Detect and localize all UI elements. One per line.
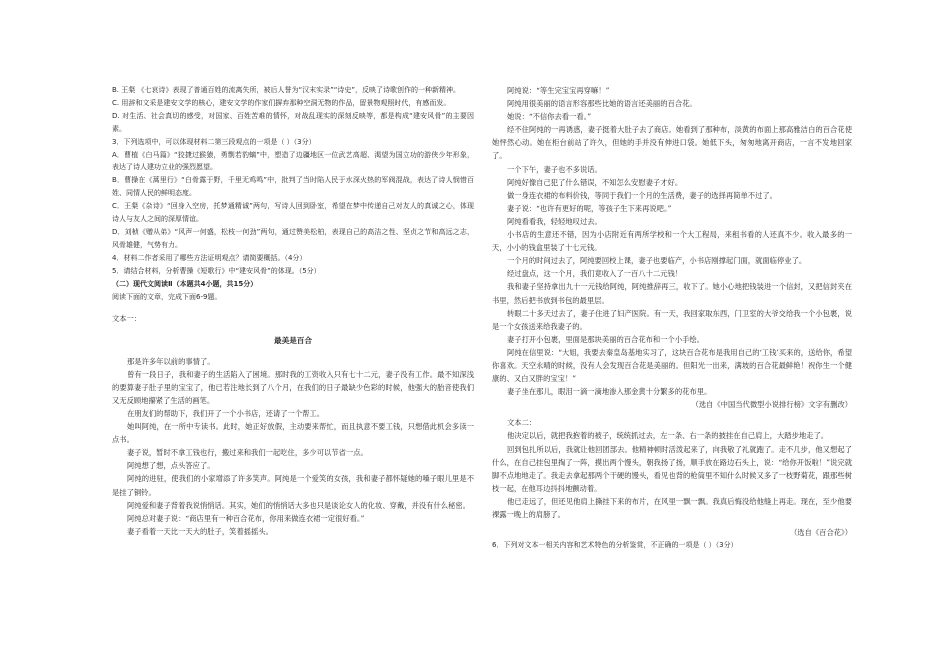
story-paragraph: 一个下午，妻子也不多说话。 xyxy=(507,164,602,174)
section-heading: （二）现代文阅读Ⅱ（本题共4小题，共15分） xyxy=(112,279,258,288)
story-paragraph: 在朋友们的帮助下，我们开了一个小书店，还请了一个帮工。 xyxy=(127,408,325,418)
story-paragraph: 阿纯用很美丽的语言形容那些比她的语言还美丽的百合花。 xyxy=(507,99,697,109)
q5: 5．请结合材料，分析曹操《短歌行》中“建安风骨”的体现。（5分） xyxy=(112,266,321,275)
story-paragraph: 阿纯看看我，轻轻地叹过去。 xyxy=(507,216,602,226)
q3-option-a: A．曹植《白马篇》“狡捷过猴猿，勇剽若豹螭”中，塑造了边疆地区一位武艺高超、渴望为国立功的游侠少年形象，表达了诗人建功立业的强烈愿望。 xyxy=(112,150,474,172)
story-paragraph: 妻子坐在那儿，眼泪一滴一滴地渗入那金黄十分繁多的花布里。 xyxy=(507,387,712,397)
story-paragraph: 阿纯的进驻，使我们的小家增添了许多笑声。阿纯是一个爱笑的女孩，我和妻子都怀疑她的嗓子眼儿里是不是挂了铜铃。 xyxy=(112,474,474,497)
section-instruction: 阅读下面的文章，完成下面6-9题。 xyxy=(112,292,222,301)
story-paragraph: 妻子说：“也许有更好的呢，等孩子生下来再说吧。” xyxy=(507,203,672,213)
q2-option-d: D. 对生活、社会真切的感受，对国家、百姓苦难的情怀，对战乱现实的深刻反映等，都是构成“建安风骨”的主要因素。 xyxy=(112,111,474,133)
story-paragraph: 阿纯想了想，点头答应了。 xyxy=(127,461,215,471)
text1-label: 文本一： xyxy=(112,314,142,324)
q3-option-c: C．王粲《杂诗》“回身入空房，托梦通精诚”两句，写诗人回到卧室，希望在梦中传递自己对友人的真诚之心，体现诗人与友人之间的深厚情谊。 xyxy=(112,202,474,224)
story-paragraph: 她说：“不信你去看一看。” xyxy=(507,112,592,122)
story-paragraph: 经过盘点，这一个月，我们竟收入了一百八十二元钱！ xyxy=(507,269,683,279)
source-citation-1: （选自《中国当代微型小说排行榜》文字有删改） xyxy=(691,400,852,410)
right-column xyxy=(492,84,852,552)
story-paragraph: 阿纯爱和妻子背着我说悄悄话。其实，她们的悄悄话大多也只是谈论女人的化妆、穿戴，并没有什么秘密。 xyxy=(127,500,470,510)
story-paragraph: 妻子看着一天比一天大的肚子，笑着摇摇头。 xyxy=(127,526,273,536)
text2-label: 文本二： xyxy=(507,418,537,428)
story-paragraph: 一个月的时间过去了，阿纯要回校上课，妻子也要临产，小书店刚撑起门面，就面临停业了。 xyxy=(507,256,807,266)
q2-options xyxy=(112,84,474,136)
story-paragraph: 阿纯好像自己犯了什么错误，不知怎么安慰妻子才好。 xyxy=(507,177,683,187)
story-body xyxy=(112,355,474,538)
story-paragraph: 曾有一段日子，我和妻子的生活陷入了困境。那时我的工资收入只有七十二元，妻子没有工作。最不知深浅的要算妻子肚子里的宝宝了，他已若注地长到了八个月，在我们的日子最缺少色彩的时候，他强大的胎音使我们又无反顾地攥紧了生活的画笔。 xyxy=(112,369,474,405)
text2-body xyxy=(492,429,852,521)
story-paragraph: 小书店的生意还不错，因为小店附近有两所学校和一个大工程局，来租书看的人还真不少。收入最多的一天，小小的钱盒里装了十七元钱。 xyxy=(492,230,852,253)
left-column xyxy=(112,84,474,538)
story-paragraph: 阿纯总对妻子说：“商店里有一种百合花布，你用来做连衣裙一定很好看。” xyxy=(127,513,365,523)
story-paragraph: 阿纯说：“等生完宝宝再穿嘛！” xyxy=(507,86,610,95)
story-paragraph: 妻子说，暂时不拿工钱也行，搬过来和我们一起吃住，多少可以节省一点。 xyxy=(127,448,368,458)
q3-stem: 3．下列选项中，可以体现材料二第三段观点的一项是（ ）（3分） xyxy=(112,137,316,146)
story-paragraph: 转眼二十多天过去了，妻子住进了妇产医院。有一天，我回家取东西，门卫室的大爷交给我一个小包裹，说是一个女孩送来给我妻子的。 xyxy=(492,308,852,331)
source-citation-2: （选自《百合花》） xyxy=(789,528,852,538)
text2-paragraph: 他已走远了，但还见他肩上撕挂下来的布片，在风里一飘一飘。我真后悔没给他缝上再走。现在，至少他要裸露一晚上的肩膀了。 xyxy=(492,496,852,519)
story-title: 最美是百合 xyxy=(274,335,312,345)
story-paragraph: 她叫阿纯，在一所中专读书。此时，她正好放假，主动要来帮忙，而且执意不要工钱，只想借此机会多读一点书。 xyxy=(112,422,474,445)
q2-option-c: C. 用辞和文采是建安文学的核心，建安文学的作家们摒弃那种空洞无物的作品，留景物观照时代，有感而发。 xyxy=(112,98,451,107)
q3-option-b: B．曹操在《蒿里行》“白骨露于野，千里无鸡鸣”中，批判了当时陷人民于水深火热的军阀混战，表达了诗人悯惜百姓、同情人民的鲜明态度。 xyxy=(112,176,474,198)
story-paragraph: 经不住阿纯的一再诱惑，妻子挺着大肚子去了商店。她看到了那种布，淡黄的布面上那高雅洁白的百合花使她怦然心动。她在柜台前站了许久，但她的手并没有伸进口袋。她低下头，匆匆地离开商店，一言不发地回家了。 xyxy=(492,125,852,161)
q6: 6．下列对文本一相关内容和艺术特色的分析鉴赏，不正确的一项是（ ）（3分） xyxy=(492,541,738,550)
q3-option-d: D．刘桢《赠从弟》“风声一何盛，松枝一何劲”两句，通过赞美松柏，表现自己的高洁之性、坚贞之节和高远之志，风骨雄健，气势有力。 xyxy=(112,227,474,249)
text2-paragraph: 回到包扎所以后，我就让他回团部去。他精神顿时活泼起来了，向我敬了礼就跑了。走不几步，他又想起了什么，在自己挂包里掏了一阵，摸出两个馒头，朝我扬了扬，顺手放在路边石头上，说：“给你开饭啦！”说完就脚不点地地走了。我走去拿起那两个干硬的馒头，看见也背的枪筒里不知什么时候又多了一枝野菊花，跟那些树枝一起，在他耳边抖抖地颤动着。 xyxy=(492,444,852,493)
text2-paragraph: 他决定以后，就把我抱着的被子，统统抓过去，左一条、右一条的披挂在自己肩上，大踏步地走了。 xyxy=(507,431,829,441)
story-paragraph: 做一身连衣裙的布料价钱，等同于我们一个月的生活费，妻子的选择再简单不过了。 xyxy=(507,190,777,200)
story-paragraph: 妻子打开小包裹，里面是那块美丽的百合花布和一个小手绘。 xyxy=(507,334,705,344)
q3-options xyxy=(112,149,474,252)
story-body-continued xyxy=(492,84,852,398)
story-paragraph: 阿纯在信里说：“大姐，我要去秦皇岛基地实习了，这块百合花布是我用自己的‘工钱’买来的，送给你，希望你喜欢。天空永晴的时候，没有人会发现百合花是美丽的。但阳光一出来，满坡的百合花最鲜艳！祝你生一个健康的、又白又胖的宝宝！” xyxy=(492,347,852,384)
q4: 4．材料二作者采用了哪些方法证明观点？请简要概括。（4分） xyxy=(112,253,307,262)
story-paragraph: 我和妻子坚持拿出九十一元钱给阿纯，阿纯推辞再三，收下了。她小心地把钱装进一个信封，又把信封夹在书里，然后把书放到书包的最里层。 xyxy=(492,282,852,305)
q2-option-b: B. 王粲 《七哀诗》表现了普通百姓的流离失所，被后人誉为“汉末实录”“诗史”，反映了诗歌创作的一种新精神。 xyxy=(112,86,460,94)
story-paragraph: 那是许多年以前的事情了。 xyxy=(127,356,215,366)
